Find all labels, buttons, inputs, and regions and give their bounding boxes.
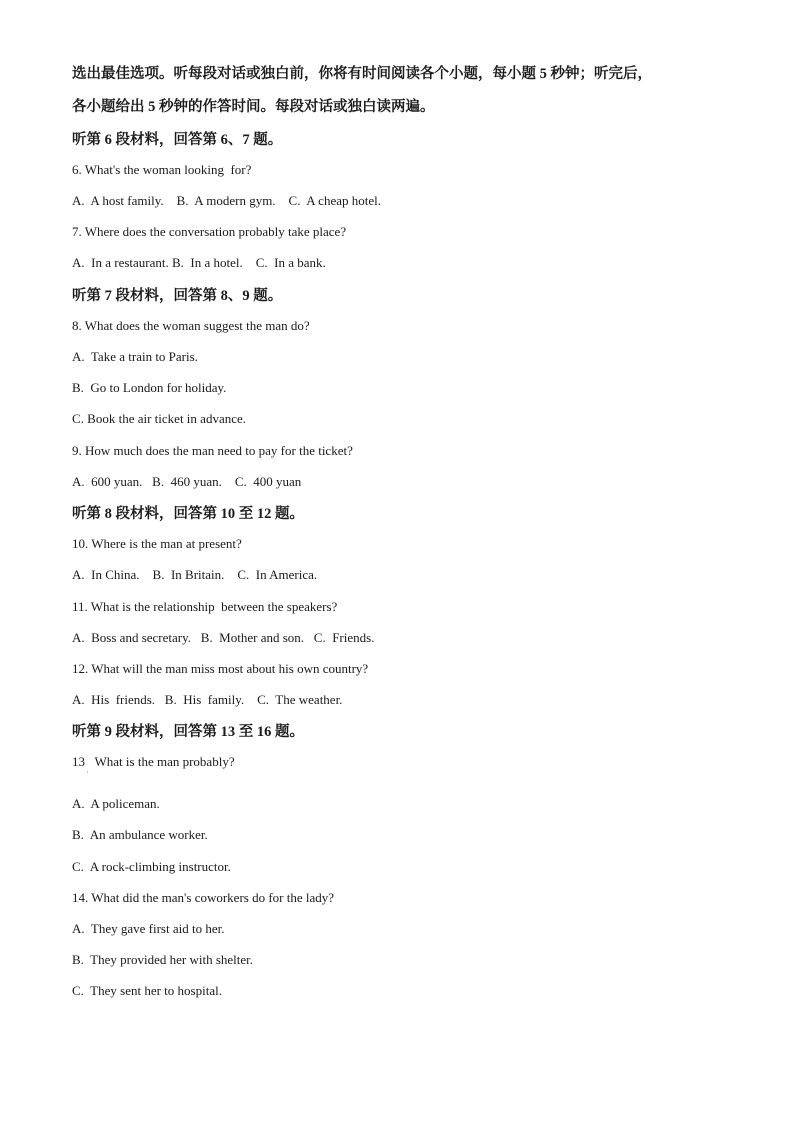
- instructions-line-1: 选出最佳选项。听每段对话或独白前，你将有时间阅读各个小题，每小题 5 秒钟；听完后，: [72, 66, 652, 82]
- question-text: 12. What will the man miss most about his own country?: [72, 661, 369, 676]
- answer-option: A. Boss and secretary. B. Mother and son. C. Friends.: [72, 630, 375, 645]
- section-heading: 听第 6 段材料，回答第 6、7 题。: [72, 132, 283, 148]
- answer-option: C. A rock-climbing instructor.: [72, 859, 231, 874]
- question-text: 14. What did the man's coworkers do for the lady?: [72, 890, 335, 905]
- answer-option: A. Take a train to Paris.: [72, 349, 198, 364]
- section-heading: 听第 7 段材料，回答第 8、9 题。: [72, 288, 283, 304]
- question-text: 8. What does the woman suggest the man do?: [72, 318, 310, 333]
- question-text: 9. How much does the man need to pay for the ticket?: [72, 443, 353, 458]
- answer-option: A. In a restaurant. B. In a hotel. C. In a bank.: [72, 255, 326, 270]
- answer-option: A. A policeman.: [72, 796, 160, 811]
- question-text: 11. What is the relationship between the speakers?: [72, 599, 338, 614]
- question-text: 7. Where does the conversation probably take place?: [72, 224, 347, 239]
- question-text: 10. Where is the man at present?: [72, 536, 242, 551]
- answer-option: B. Go to London for holiday.: [72, 380, 227, 395]
- answer-option: C. They sent her to hospital.: [72, 983, 222, 998]
- answer-option: C. Book the air ticket in advance.: [72, 411, 247, 426]
- question-text: 6. What's the woman looking for?: [72, 162, 252, 177]
- answer-option: A. They gave first aid to her.: [72, 921, 225, 936]
- answer-option: B. An ambulance worker.: [72, 827, 208, 842]
- section-heading: 听第 9 段材料，回答第 13 至 16 题。: [72, 724, 304, 740]
- answer-option: A. His friends. B. His family. C. The weather.: [72, 692, 343, 707]
- instructions-line-2: 各小题给出 5 秒钟的作答时间。每段对话或独白读两遍。: [72, 99, 435, 115]
- answer-option: B. They provided her with shelter.: [72, 952, 254, 967]
- question-text: 13 What is the man probably?: [72, 754, 235, 769]
- stray-mark: ˙: [86, 770, 89, 779]
- answer-option: A. A host family. B. A modern gym. C. A cheap hotel.: [72, 193, 381, 208]
- section-heading: 听第 8 段材料，回答第 10 至 12 题。: [72, 506, 304, 522]
- answer-option: A. In China. B. In Britain. C. In America.: [72, 567, 318, 582]
- answer-option: A. 600 yuan. B. 460 yuan. C. 400 yuan: [72, 474, 302, 489]
